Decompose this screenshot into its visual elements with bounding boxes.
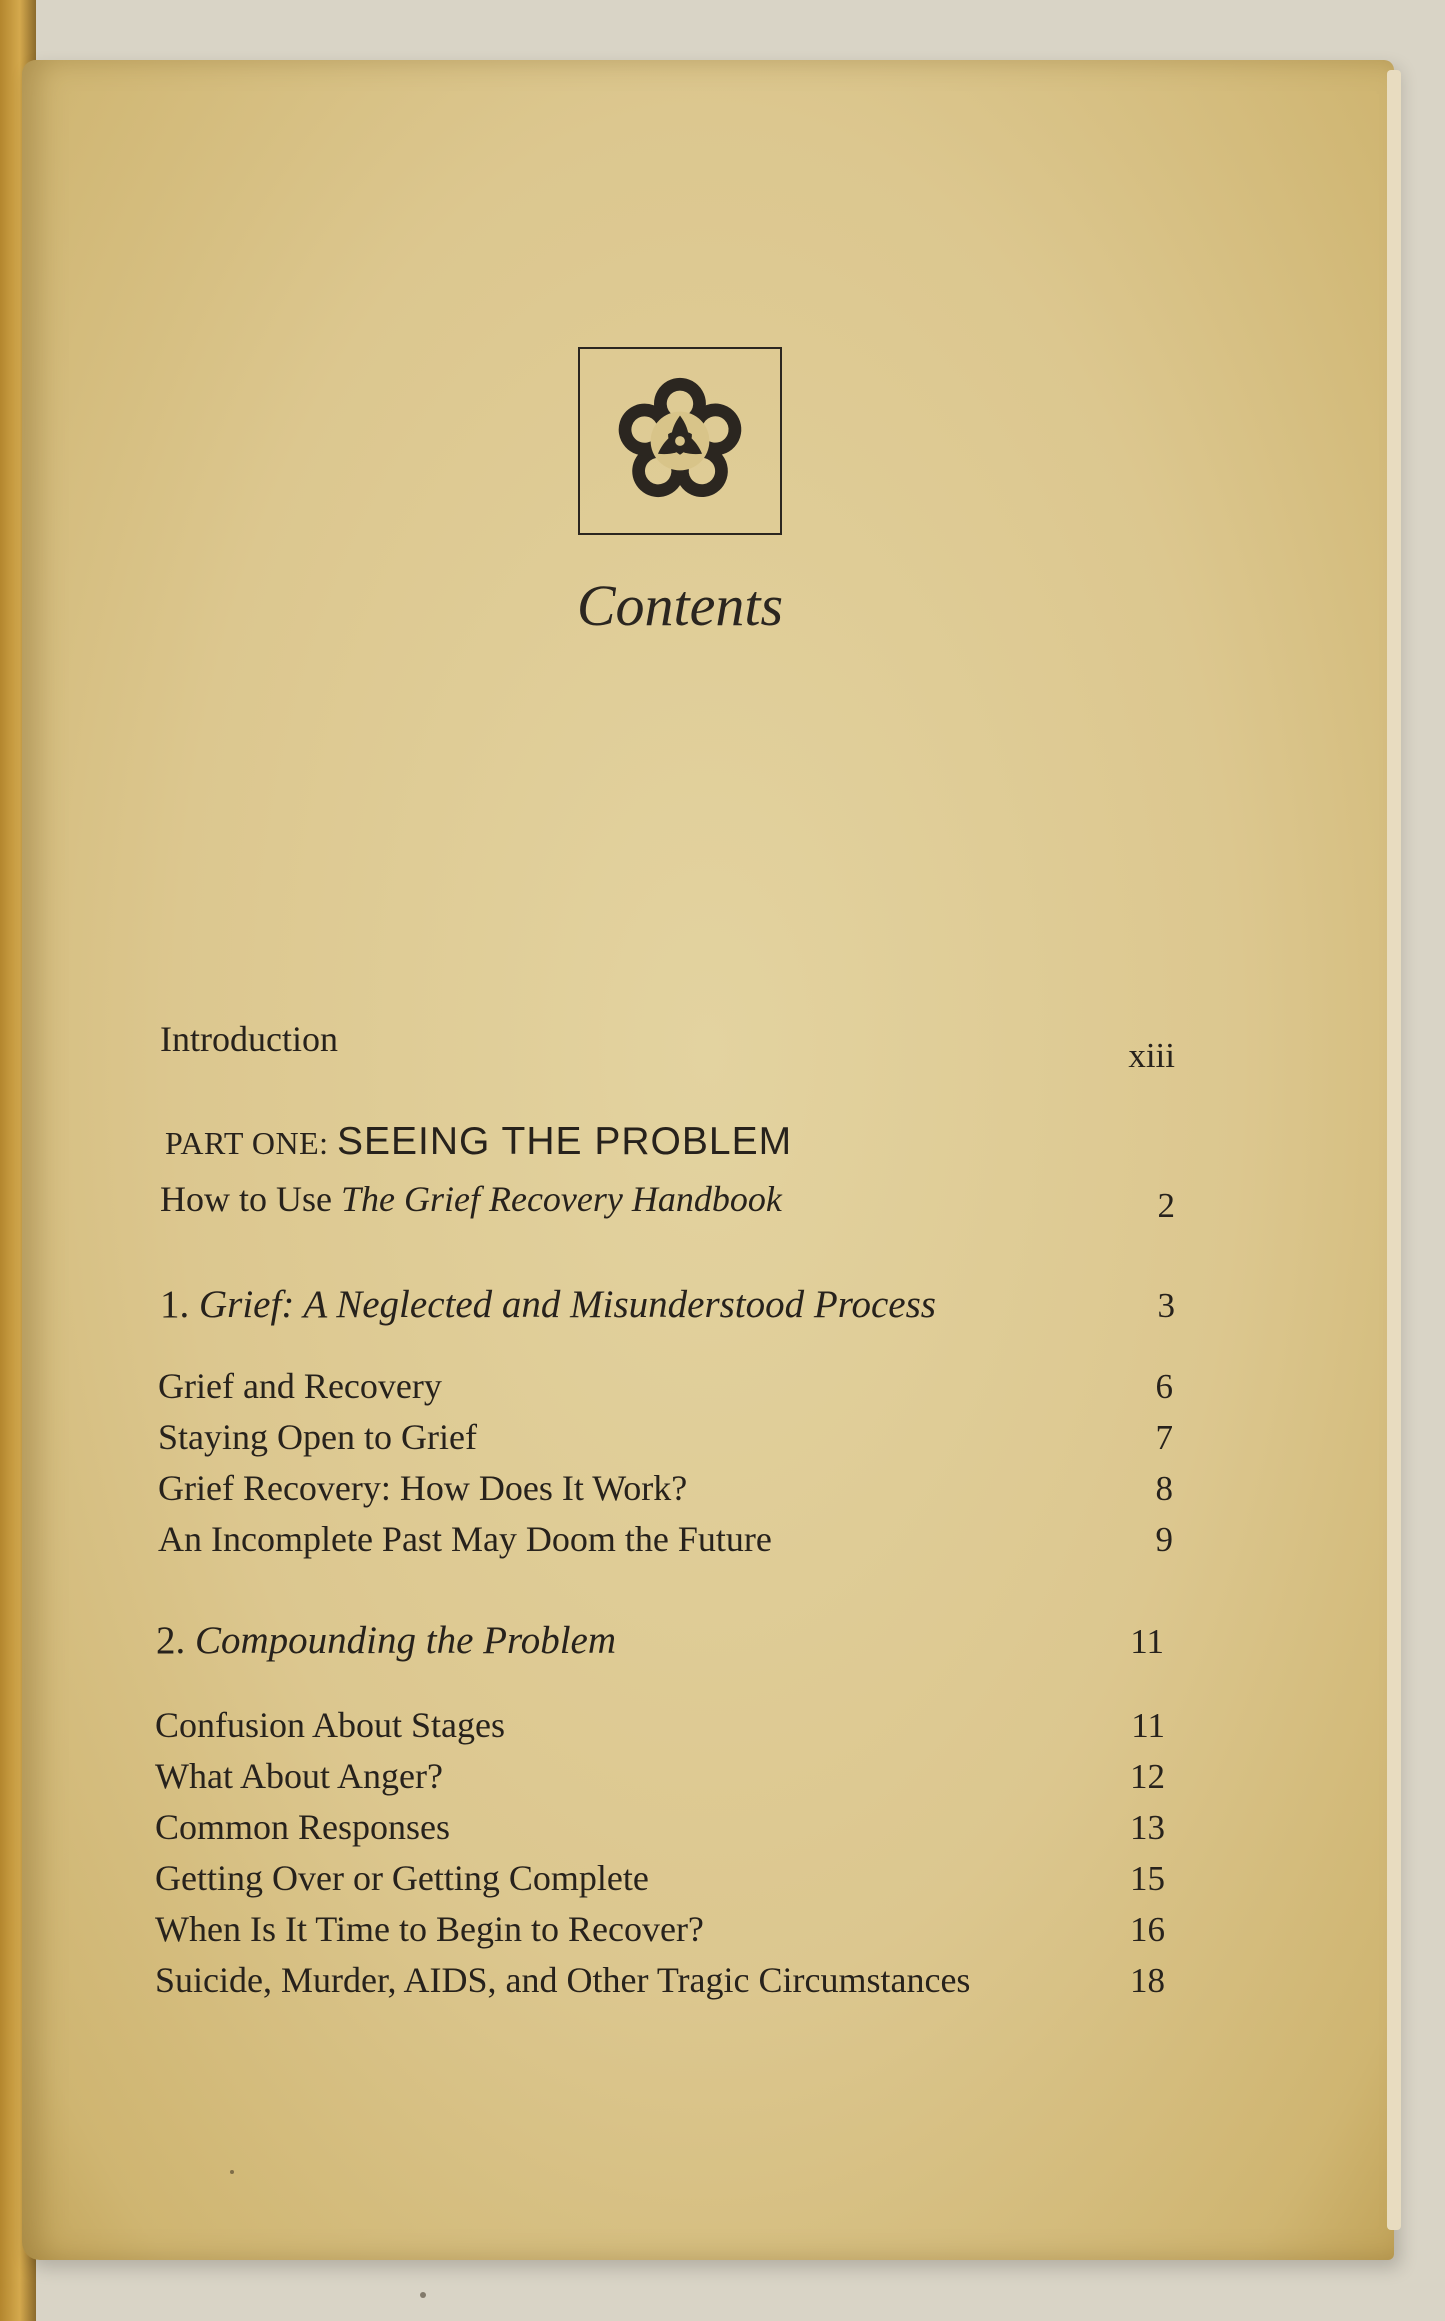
part-title: SEEING THE PROBLEM bbox=[337, 1120, 793, 1163]
toc-entry-label: Confusion About Stages bbox=[155, 1705, 506, 1745]
toc-entry-label: An Incomplete Past May Doom the Future bbox=[158, 1519, 772, 1559]
chapter-label: Compounding the Problem bbox=[195, 1619, 617, 1662]
toc-entry-page: 12 bbox=[1130, 1757, 1165, 1796]
toc-entry-page: 7 bbox=[1155, 1418, 1173, 1457]
toc-entry-page: 2 bbox=[1157, 1186, 1175, 1225]
toc-entry-label-italic: The Grief Recovery Handbook bbox=[340, 1179, 782, 1219]
toc-entry-label: Introduction bbox=[160, 1019, 338, 1059]
toc-entry-label bbox=[160, 1178, 782, 1220]
toc-entry-page: 16 bbox=[1130, 1910, 1165, 1949]
toc-entry bbox=[158, 1467, 1173, 1517]
toc-entry-page: 6 bbox=[1155, 1367, 1173, 1406]
toc-entry bbox=[155, 1908, 1165, 1958]
toc-entry-page: 11 bbox=[1131, 1706, 1165, 1745]
toc-entry-how-to-use bbox=[160, 1178, 1175, 1228]
toc-entry bbox=[155, 1755, 1165, 1805]
toc-entry-page: 15 bbox=[1130, 1859, 1165, 1898]
chapter-title bbox=[156, 1618, 616, 1663]
toc-entry-label: Grief Recovery: How Does It Work? bbox=[158, 1468, 688, 1508]
toc-entry bbox=[158, 1416, 1173, 1466]
toc-entry-label: Suicide, Murder, AIDS, and Other Tragic Circumstances bbox=[155, 1960, 971, 2000]
toc-chapter-1 bbox=[160, 1282, 1175, 1332]
toc-entry bbox=[155, 1704, 1165, 1754]
toc-entry-label: Grief and Recovery bbox=[158, 1366, 442, 1406]
chapter-page: 11 bbox=[1130, 1622, 1164, 1661]
chapter-label: Grief: A Neglected and Misunderstood Process bbox=[199, 1283, 936, 1326]
chapter-number: 1. bbox=[160, 1283, 199, 1326]
toc-entry-label: When Is It Time to Begin to Recover? bbox=[155, 1909, 704, 1949]
toc-entry-label-plain: How to Use bbox=[160, 1179, 341, 1219]
chapter-title bbox=[160, 1282, 936, 1327]
toc-entry-label: Common Responses bbox=[155, 1807, 451, 1847]
toc-entry-page: 9 bbox=[1155, 1520, 1173, 1559]
toc-entry-label: What About Anger? bbox=[155, 1756, 443, 1796]
page-title: Contents bbox=[576, 573, 784, 638]
emblem-frame bbox=[578, 347, 782, 535]
toc-entry-page: xiii bbox=[1128, 1036, 1175, 1075]
chapter-number: 2. bbox=[156, 1619, 195, 1662]
toc-entry bbox=[158, 1518, 1173, 1568]
part-heading bbox=[165, 1120, 792, 1164]
part-prefix: PART ONE: bbox=[165, 1125, 329, 1161]
toc-chapter-2 bbox=[156, 1618, 1164, 1668]
page-edge bbox=[1387, 70, 1401, 2230]
toc-entry-page: 8 bbox=[1155, 1469, 1173, 1508]
paper-speck bbox=[230, 2170, 234, 2174]
paper-speck bbox=[420, 2292, 426, 2298]
toc-entry-introduction bbox=[160, 1018, 1175, 1075]
toc-entry bbox=[155, 1857, 1165, 1907]
toc-entry-label: Getting Over or Getting Complete bbox=[155, 1858, 649, 1898]
flower-emblem-icon bbox=[580, 349, 780, 533]
toc-entry bbox=[155, 1806, 1165, 1856]
toc-entry-page: 18 bbox=[1130, 1961, 1165, 2000]
toc-entry-page: 13 bbox=[1130, 1808, 1165, 1847]
toc-entry-label: Staying Open to Grief bbox=[158, 1417, 477, 1457]
chapter-page: 3 bbox=[1157, 1286, 1175, 1325]
toc-entry bbox=[155, 1959, 1165, 2009]
toc-entry bbox=[158, 1365, 1173, 1415]
